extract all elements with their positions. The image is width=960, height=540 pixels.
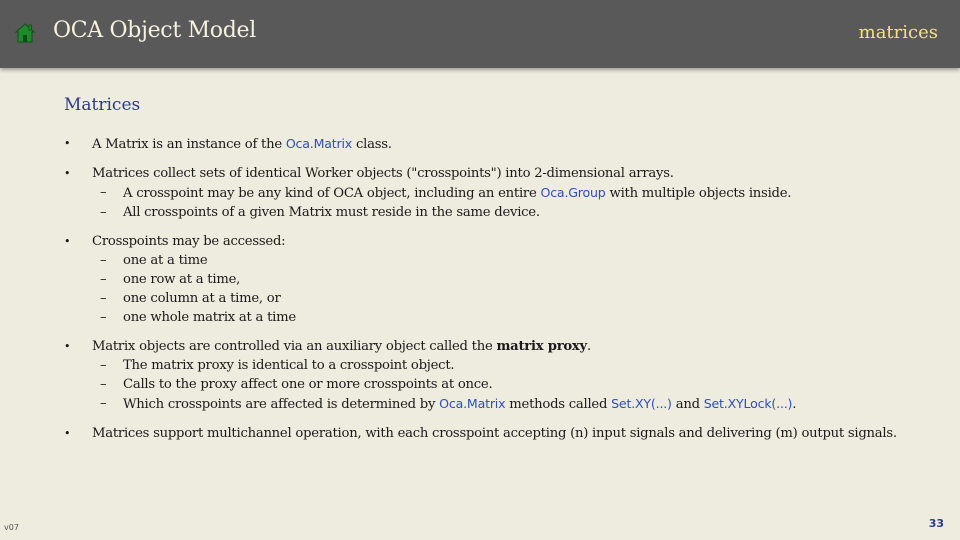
- slide-heading: Matrices: [64, 95, 141, 115]
- sub-bullet-item: – one column at a time, or: [92, 289, 924, 308]
- bullet-text: class.: [352, 137, 392, 152]
- sub-bullet-text: .: [792, 397, 797, 412]
- bullet-text: [92, 337, 924, 356]
- sub-bullet-item: [92, 394, 924, 414]
- section-label: matrices: [858, 22, 938, 43]
- bullet-text-part: Matrix objects are controlled via an auxiliary object called the: [92, 339, 497, 354]
- version-label: v07: [4, 523, 19, 532]
- bullet-item: [64, 134, 924, 154]
- bullet-text: A Matrix is an instance of the: [92, 137, 286, 152]
- sub-bullet-item: – one at a time: [92, 251, 924, 270]
- bullet-text: • Matrices collect sets of identical Worker objects ("crosspoints") into 2-dimensional arrays.: [92, 166, 674, 181]
- class-name: Oca.Matrix: [285, 136, 353, 151]
- bullet-item: [64, 232, 924, 327]
- term-emphasis: matrix proxy: [496, 339, 587, 354]
- sub-bullet-item: [92, 183, 924, 203]
- header-bar: [0, 0, 960, 68]
- class-name: Oca.Group: [540, 185, 606, 200]
- sub-bullet-text: with multiple objects inside.: [605, 186, 792, 201]
- bullet-item: [64, 164, 924, 222]
- bullet-text: • Crosspoints may be accessed:: [92, 234, 286, 249]
- class-name: Oca.Matrix: [439, 396, 506, 411]
- sub-bullet-item: – The matrix proxy is identical to a crosspoint object.: [92, 356, 924, 375]
- sub-bullet-item: – one whole matrix at a time: [92, 308, 924, 327]
- method-name: Set.XYLock(...): [703, 396, 793, 411]
- home-icon[interactable]: [14, 22, 36, 44]
- page-number: 33: [928, 517, 944, 530]
- bullet-list: [64, 134, 924, 453]
- method-name: Set.XY(...): [611, 396, 672, 411]
- bullet-item: • Matrices support multichannel operation, with each crosspoint accepting (n) input signals and delivering (m) output signals.: [64, 424, 924, 443]
- sub-bullet-item: – one row at a time,: [92, 270, 924, 289]
- sub-bullet-text: and: [671, 397, 704, 412]
- sub-bullet-item: – All crosspoints of a given Matrix must reside in the same device.: [92, 203, 924, 222]
- sub-bullet-item: – Calls to the proxy affect one or more crosspoints at once.: [92, 375, 924, 394]
- sub-bullet-text: A crosspoint may be any kind of OCA object, including an entire: [123, 186, 541, 201]
- sub-bullet-text: methods called: [505, 397, 612, 412]
- bullet-item: [64, 337, 924, 414]
- sub-bullet-text: Which crosspoints are affected is determined by: [123, 397, 440, 412]
- bullet-text-part: .: [586, 339, 591, 354]
- page-title: OCA Object Model: [53, 18, 256, 43]
